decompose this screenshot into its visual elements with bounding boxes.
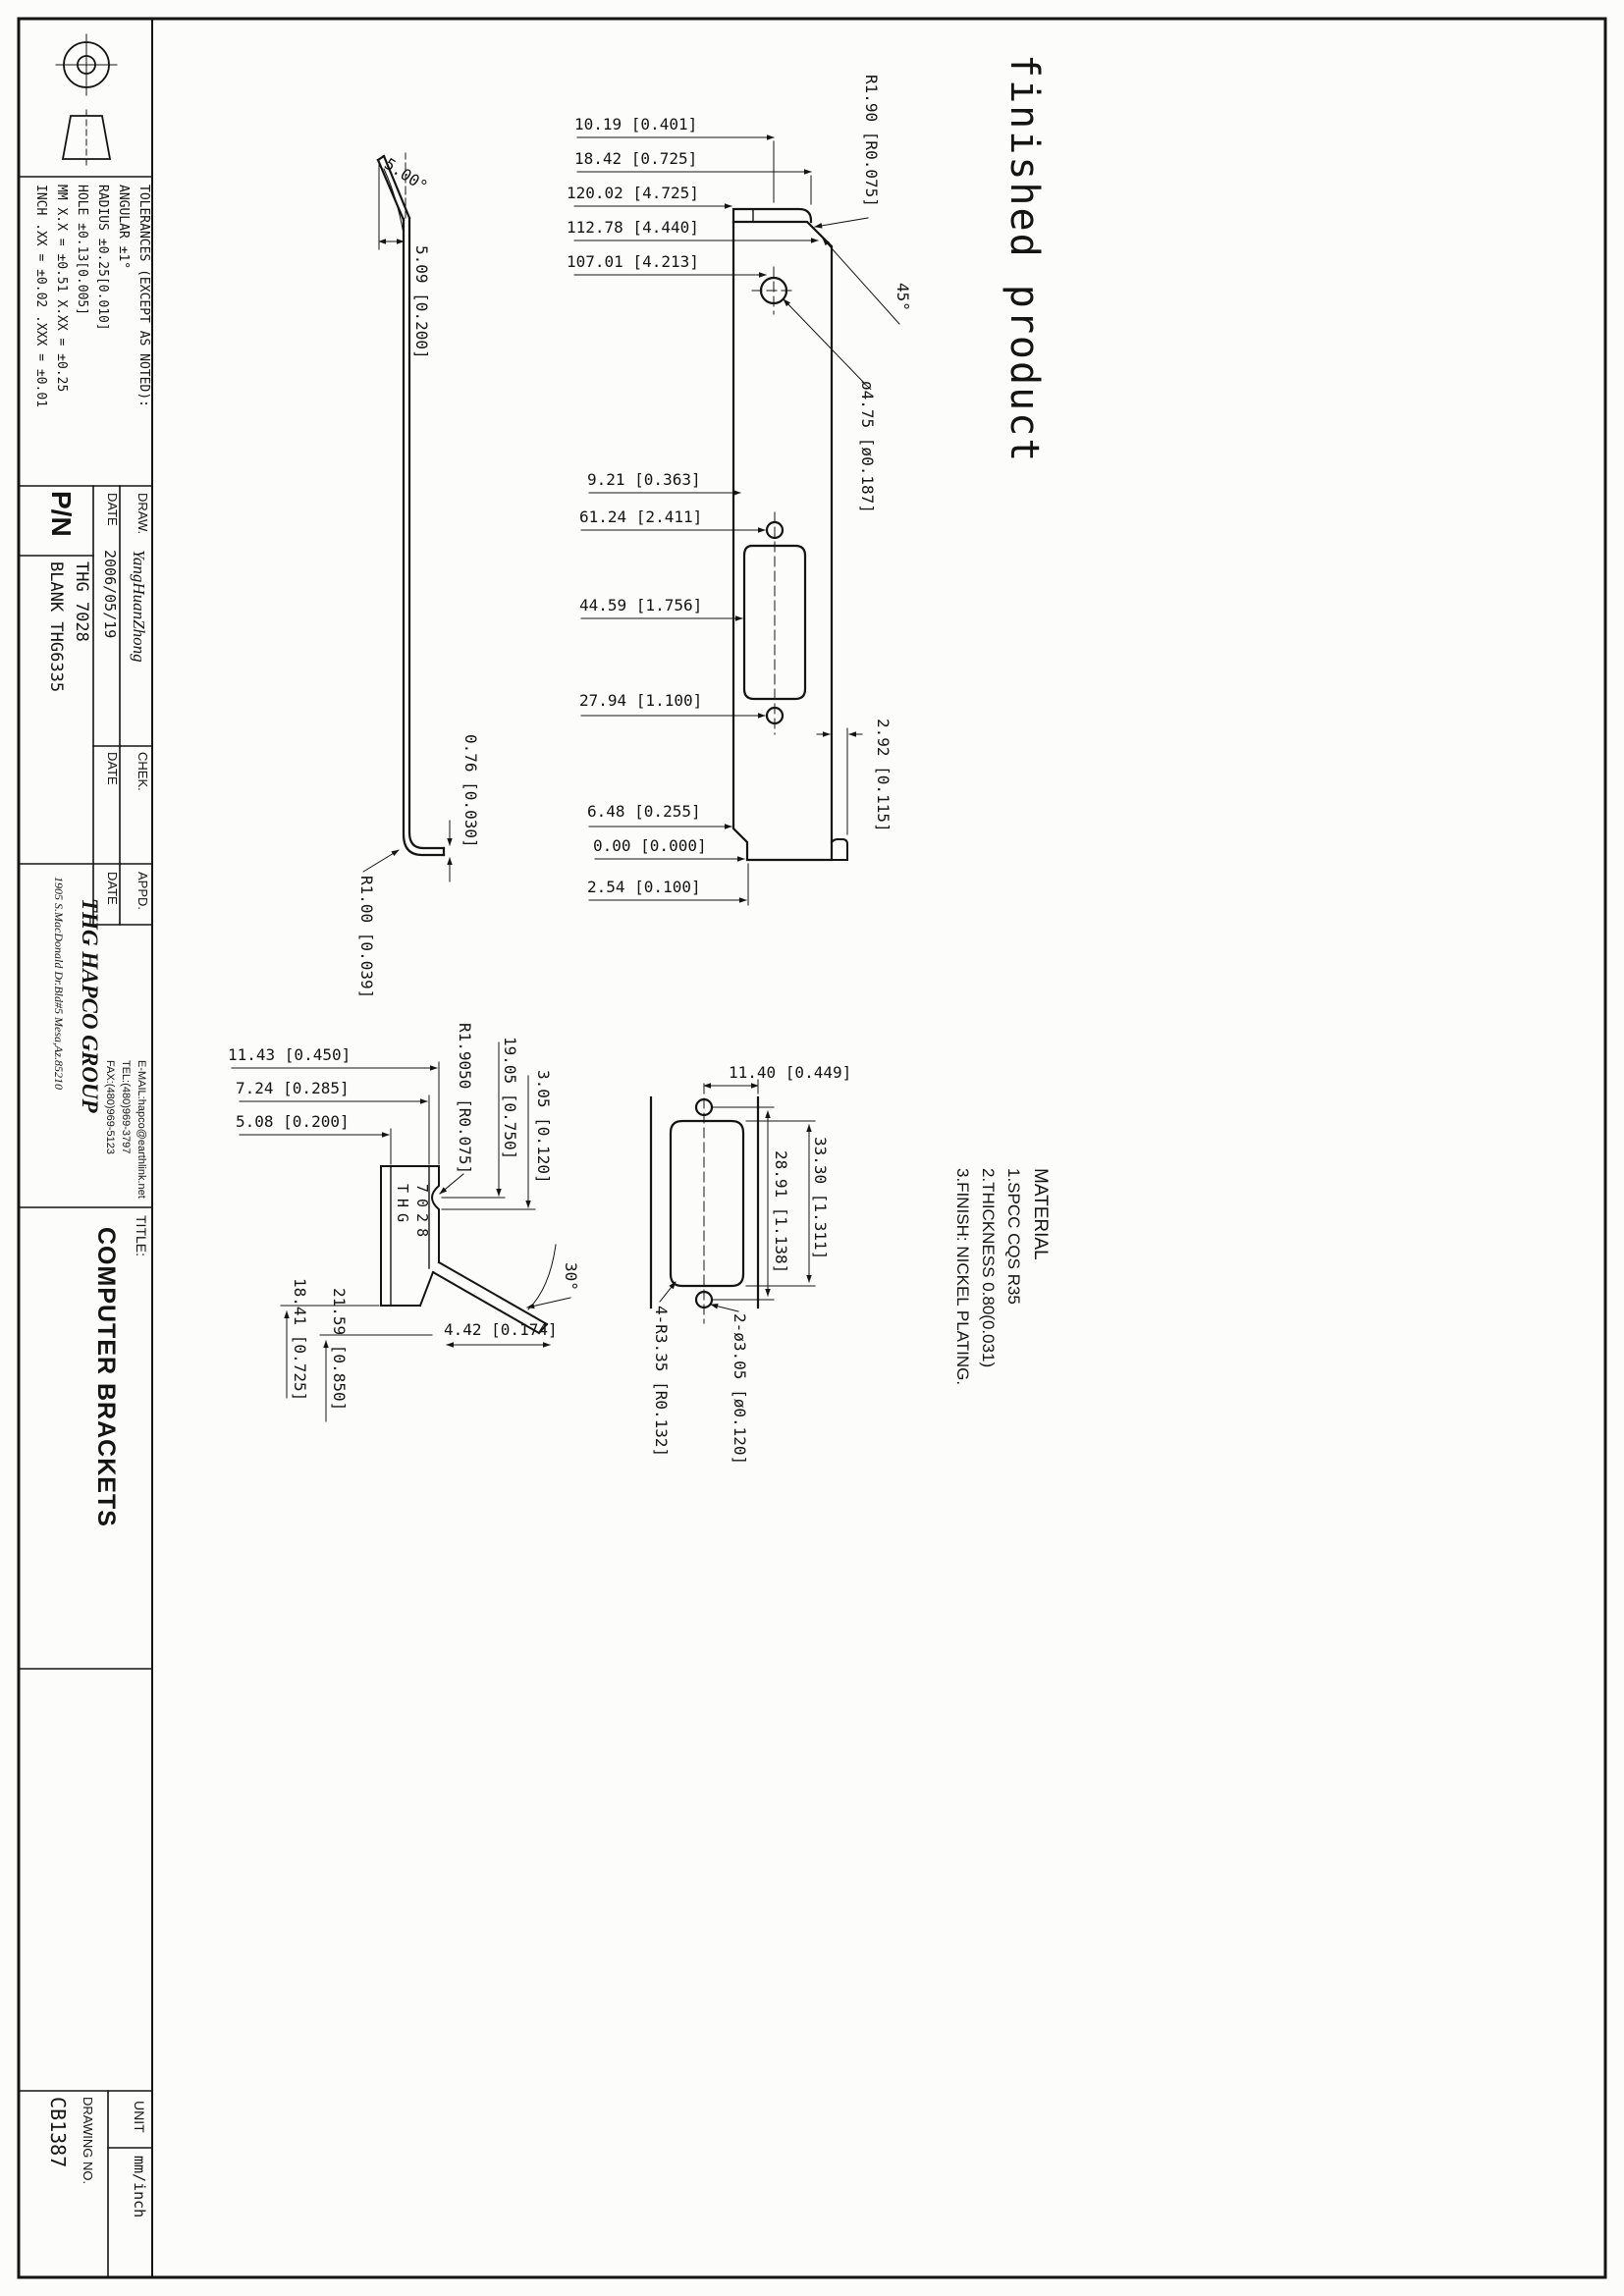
unit-value: mm/inch: [131, 2156, 148, 2218]
dim-27-94: 27.94 [1.100]: [579, 691, 703, 710]
dim-18-42: 18.42 [0.725]: [574, 149, 698, 168]
dim-2-54: 2.54 [0.100]: [587, 878, 701, 896]
side-view: [378, 156, 444, 855]
company-tel: TEL:(480)969-3797: [120, 1060, 132, 1154]
dim-screw-holes: 2-ø3.05 [ø0.120]: [731, 1313, 749, 1466]
dim-datum-zero: 0.00 [0.000]: [593, 836, 707, 855]
dim-21-59: 21.59 [0.850]: [330, 1288, 349, 1412]
dim-foot-bend-angle: 30°: [562, 1262, 580, 1291]
tolerance-inch: INCH .XX = ±0.02 .XXX = ±0.01: [33, 185, 48, 407]
dim-hole-diameter: ø4.75 [ø0.187]: [858, 381, 877, 513]
stamp-text-thg: THG: [394, 1184, 411, 1229]
part-number-value: THG 7028: [72, 561, 91, 642]
dim-19-05: 19.05 [0.750]: [501, 1037, 519, 1160]
foot-detail-dimension-lines: [232, 1042, 570, 1421]
dim-44-59: 44.59 [1.756]: [579, 596, 703, 614]
drawing-no-label: DRAWING NO.: [81, 2097, 95, 2185]
dim-foot-thickness: 0.76 [0.030]: [461, 734, 480, 848]
dim-foot-offset: 2.92 [0.115]: [874, 719, 893, 832]
tolerance-radius: RADIUS ±0.25[0.010]: [95, 185, 110, 331]
date-label-3: DATE: [105, 872, 120, 905]
material-line-3: 3.FINISH: NICKEL PLATING.: [953, 1168, 972, 1386]
dim-bend-radius: R1.00 [0.039]: [357, 876, 376, 999]
main-view-centerlines: [752, 267, 795, 734]
dim-10-19: 10.19 [0.401]: [574, 115, 698, 133]
title-label: TITLE:: [134, 1215, 149, 1257]
dim-4-42: 4.42 [0.174]: [444, 1320, 558, 1339]
note-finished-product: finished product: [1001, 54, 1047, 464]
dim-cutout-length: 33.30 [1.311]: [811, 1137, 830, 1260]
dim-61-24: 61.24 [2.411]: [579, 507, 703, 526]
blank-part-number: BLANK THG6335: [46, 561, 66, 693]
drawing-title: COMPUTER BRACKETS: [92, 1227, 120, 1527]
dim-112-78: 112.78 [4.440]: [567, 218, 699, 237]
company-fax: FAX:(480)969-5123: [104, 1060, 116, 1155]
dim-6-48: 6.48 [0.255]: [587, 802, 701, 821]
dim-3-05: 3.05 [0.120]: [534, 1070, 553, 1184]
tolerance-mm: MM X.X = ±0.51 X.XX = ±0.25: [54, 185, 69, 393]
material-title: MATERIAL: [1030, 1168, 1051, 1260]
date-label-1: DATE: [105, 493, 120, 526]
tolerance-hole: HOLE ±0.13[0.005]: [75, 185, 89, 316]
title-block-rules: [19, 177, 152, 2277]
dim-tab-angle: 5.00°: [381, 154, 431, 196]
company-email: E-MAIL:hapco@earthlink.net: [135, 1060, 147, 1199]
material-line-1: 1.SPCC CQS R35: [1004, 1168, 1023, 1305]
dim-7-24: 7.24 [0.285]: [236, 1079, 350, 1097]
dim-hole-position: 107.01 [4.213]: [567, 252, 699, 271]
projection-symbol: [56, 34, 117, 165]
draw-date: 2006/05/19: [101, 550, 119, 639]
dim-18-41: 18.41 [0.725]: [291, 1278, 309, 1402]
part-number-label: P/N: [46, 491, 77, 537]
dim-corner-radius: R1.90 [R0.075]: [862, 75, 881, 207]
stamp-text-7028: 7028: [413, 1184, 431, 1244]
company-address: 1905 S.MacDonald Dr.Bld#5 Mesa,Az.85210: [52, 877, 66, 1090]
company-name: THG HAPCO GROUP: [78, 898, 102, 1113]
chek-label: CHEK.: [135, 752, 150, 791]
dim-notch-radius: R1.9050 [R0.075]: [456, 1023, 474, 1175]
dim-overall-length: 120.02 [4.725]: [567, 184, 699, 202]
dim-cutout-corner-radius: 4-R3.35 [R0.132]: [652, 1306, 671, 1458]
unit-label: UNIT: [132, 2101, 147, 2133]
draw-label: DRAW.: [135, 493, 150, 535]
drawn-by-name: YangHuanZhong: [130, 550, 148, 663]
tolerance-angular: ANGULAR ±1°: [116, 185, 131, 270]
date-label-2: DATE: [105, 752, 120, 785]
material-line-2: 2.THICKNESS 0.80(0.031): [979, 1168, 998, 1368]
dim-tab-offset: 5.09 [0.200]: [412, 245, 431, 359]
dim-11-43: 11.43 [0.450]: [228, 1045, 352, 1064]
dim-11-40: 11.40 [0.449]: [729, 1063, 852, 1082]
dim-9-21: 9.21 [0.363]: [587, 470, 701, 489]
dim-hole-span: 28.91 [1.138]: [772, 1150, 790, 1274]
dim-5-08: 5.08 [0.200]: [236, 1112, 350, 1131]
drawing-no-value: CB1387: [46, 2097, 70, 2168]
dim-chamfer-angle: 45°: [893, 283, 912, 311]
tolerance-title: TOLERANCES (EXCEPT AS NOTED):: [136, 185, 151, 407]
appd-label: APPD.: [135, 872, 150, 911]
side-view-dimension-lines: [363, 153, 450, 881]
